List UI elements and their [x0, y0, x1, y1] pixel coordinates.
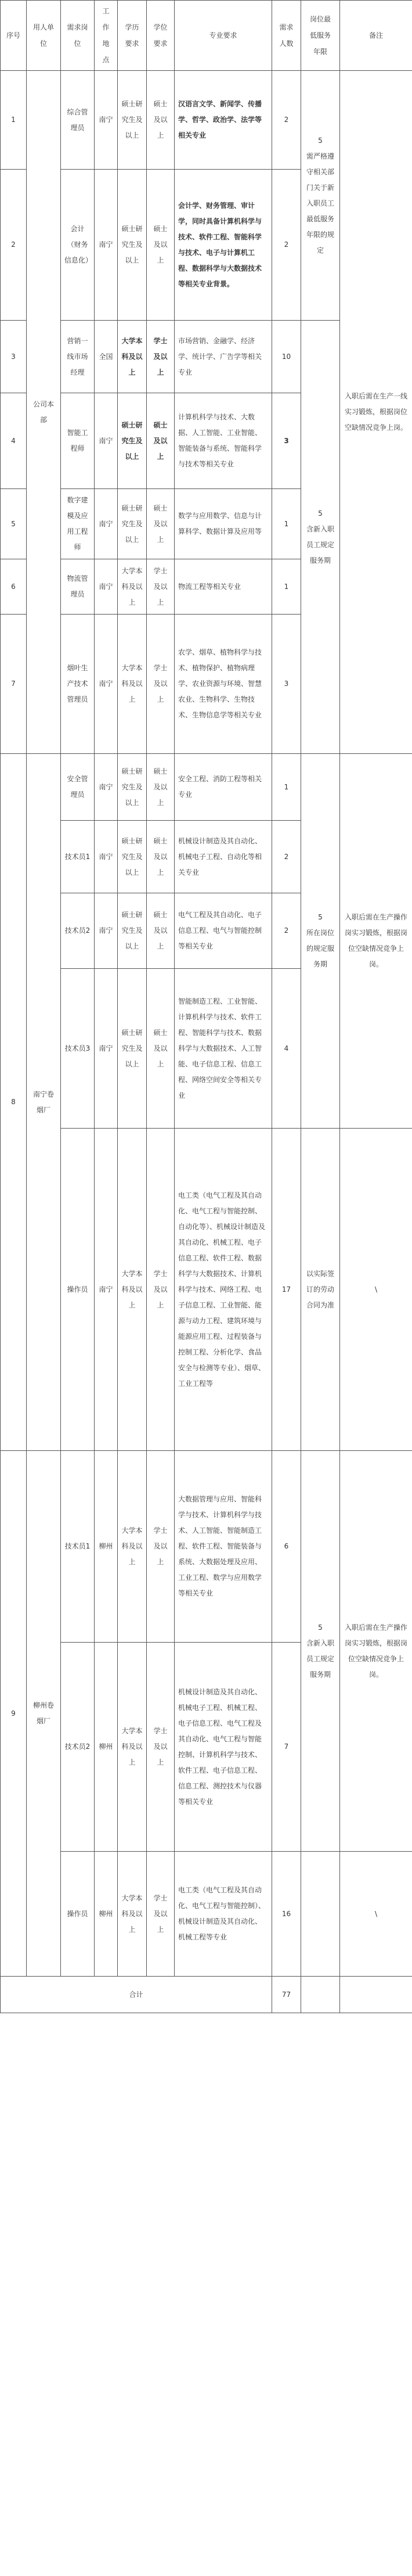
- col-header-post: 需求岗位: [61, 1, 95, 71]
- cell-location: 南宁: [95, 969, 118, 1129]
- cell-location: 南宁: [95, 170, 118, 321]
- cell-count: 6: [272, 1451, 301, 1643]
- service-years-value: 5: [318, 1623, 323, 1632]
- cell-degree: 硕士及以上: [147, 821, 175, 893]
- cell-location: 南宁: [95, 893, 118, 969]
- cell-post: 技术员1: [61, 821, 95, 893]
- cell-remarks: 入职后需在生产一线实习锻炼，根据岗位空缺情况竞争上岗。: [340, 71, 412, 754]
- cell-service-years: [301, 71, 340, 321]
- cell-count: 16: [272, 1852, 301, 1977]
- cell-seq: 9: [1, 1451, 27, 1977]
- cell-education: 硕士研究生及以上: [118, 893, 147, 969]
- table-row: [1, 1451, 412, 1643]
- service-years-value: 5: [318, 136, 323, 145]
- col-header-education: 学历要求: [118, 1, 147, 71]
- cell-major: 市场营销、金融学、经济学、统计学、广告学等相关专业: [175, 321, 272, 393]
- cell-seq: 1: [1, 71, 27, 170]
- service-years-value: 5: [318, 509, 323, 518]
- cell-count: 4: [272, 969, 301, 1129]
- cell-service-years: 以实际签订的劳动合同为准: [301, 1129, 340, 1451]
- cell-location: 南宁: [95, 559, 118, 615]
- cell-location: 南宁: [95, 615, 118, 754]
- cell-seq: 6: [1, 559, 27, 615]
- cell-service-years: [301, 321, 340, 754]
- table-row: [1, 1129, 412, 1451]
- cell-degree: 学士及以上: [147, 1129, 175, 1451]
- cell-education: 硕士研究生及以上: [118, 821, 147, 893]
- cell-major: 大数据管理与应用、智能科学与技术、计算机科学与技术、人工智能、智能制造工程、软件工程、智能装备与系统、大数据处理及应用、工业工程、数学与应用数学等相关专业: [175, 1451, 272, 1643]
- cell-seq: 8: [1, 754, 27, 1451]
- cell-service-years: [301, 754, 340, 1129]
- cell-education: 大学本科及以上: [118, 1852, 147, 1977]
- cell-post: 营销一线市场经理: [61, 321, 95, 393]
- cell-degree: 学士及以上: [147, 559, 175, 615]
- cell-degree: 学士及以上: [147, 1643, 175, 1852]
- service-years-text: 含新入职员工规定服务期: [306, 1639, 334, 1679]
- cell-major: 农学、烟草、植物科学与技术、植物保护、植物病理学、农业资源与环境、智慧农业、生物科学、生物技术、生物信息学等相关专业: [175, 615, 272, 754]
- cell-major: 会计学、财务管理、审计学，同时具备计算机科学与技术、软件工程、智能科学与技术、电子与计算机工程、数据科学与大数据技术等相关专业背景。: [175, 170, 272, 321]
- cell-major: 智能制造工程、工业智能、计算机科学与技术、软件工程、智能科学与技术、数据科学与大数据技术、人工智能、电子信息工程、信息工程、网络空间安全等相关专业: [175, 969, 272, 1129]
- cell-post: 智能工程师: [61, 393, 95, 489]
- cell-location: 南宁: [95, 821, 118, 893]
- cell-location: 全国: [95, 321, 118, 393]
- cell-seq: 3: [1, 321, 27, 393]
- col-header-seq: 序号: [1, 1, 27, 71]
- table-row: [1, 71, 412, 170]
- total-empty-service: [301, 1977, 340, 2013]
- col-header-count: 需求人数: [272, 1, 301, 71]
- cell-post: 物流管理员: [61, 559, 95, 615]
- cell-remarks: 入职后需在生产操作岗实习锻炼，根据岗位空缺情况竞争上岗。: [340, 754, 412, 1129]
- col-header-service-years: 岗位最低服务年限: [301, 1, 340, 71]
- table-row: [1, 1852, 412, 1977]
- cell-count: 3: [272, 393, 301, 489]
- cell-location: 南宁: [95, 489, 118, 559]
- col-header-remarks: 备注: [340, 1, 412, 71]
- cell-location: 南宁: [95, 71, 118, 170]
- cell-post: 技术员2: [61, 1643, 95, 1852]
- cell-major: 数学与应用数学、信息与计算科学、数据计算及应用等: [175, 489, 272, 559]
- cell-education: 硕士研究生及以上: [118, 754, 147, 821]
- cell-education: 硕士研究生及以上: [118, 393, 147, 489]
- total-empty-remarks: [340, 1977, 412, 2013]
- cell-seq: 2: [1, 170, 27, 321]
- cell-post: 数字建模及应用工程师: [61, 489, 95, 559]
- cell-unit: 南宁卷烟厂: [27, 754, 61, 1451]
- cell-seq: 5: [1, 489, 27, 559]
- cell-post: 技术员1: [61, 1451, 95, 1643]
- cell-major: 电工类（电气工程及其自动化、电气工程与智能控制）、机械设计制造及其自动化、机械工程等专业: [175, 1852, 272, 1977]
- cell-major: 汉语言文学、新闻学、传播学、哲学、政治学、法学等相关专业: [175, 71, 272, 170]
- service-years-text: 需严格遵守相关部门关于新入职员工最低服务年限的规定: [306, 152, 334, 254]
- cell-major: 电气工程及其自动化、电子信息工程、电气与智能控制等相关专业: [175, 893, 272, 969]
- cell-post: 综合管理员: [61, 71, 95, 170]
- cell-degree: 学士及以上: [147, 1451, 175, 1643]
- cell-post: 烟叶生产技术管理员: [61, 615, 95, 754]
- cell-major: 计算机科学与技术、大数据、人工智能、工业智能、智能装备与系统、智能科学与技术等相关专业: [175, 393, 272, 489]
- cell-major: 安全工程、消防工程等相关专业: [175, 754, 272, 821]
- cell-count: 1: [272, 489, 301, 559]
- cell-education: 大学本科及以上: [118, 1129, 147, 1451]
- col-header-degree: 学位要求: [147, 1, 175, 71]
- cell-location: 柳州: [95, 1643, 118, 1852]
- cell-post: 技术员2: [61, 893, 95, 969]
- cell-education: 大学本科及以上: [118, 559, 147, 615]
- cell-major: 机械设计制造及其自动化、机械电子工程、机械工程、电子信息工程、电气工程及其自动化、电气工程与智能控制、计算机科学与技术、软件工程、电子信息工程、信息工程、测控技术与仪器等相关专业: [175, 1643, 272, 1852]
- cell-education: 大学本科及以上: [118, 615, 147, 754]
- cell-service-years: [301, 1852, 340, 1977]
- cell-count: 10: [272, 321, 301, 393]
- table-row: [1, 754, 412, 821]
- col-header-major: 专业要求: [175, 1, 272, 71]
- cell-post: 操作员: [61, 1129, 95, 1451]
- cell-degree: 学士及以上: [147, 321, 175, 393]
- cell-education: 硕士研究生及以上: [118, 969, 147, 1129]
- cell-degree: 硕士及以上: [147, 170, 175, 321]
- cell-seq: 7: [1, 615, 27, 754]
- cell-location: 南宁: [95, 393, 118, 489]
- cell-post: 安全管理员: [61, 754, 95, 821]
- cell-degree: 硕士及以上: [147, 71, 175, 170]
- cell-count: 7: [272, 1643, 301, 1852]
- cell-remarks: \: [340, 1129, 412, 1451]
- cell-location: 南宁: [95, 1129, 118, 1451]
- cell-count: 1: [272, 559, 301, 615]
- service-years-text: 所在岗位的规定服务期: [306, 929, 334, 968]
- cell-unit: 柳州卷烟厂: [27, 1451, 61, 1977]
- cell-location: 柳州: [95, 1451, 118, 1643]
- cell-education: 大学本科及以上: [118, 1643, 147, 1852]
- cell-seq: 4: [1, 393, 27, 489]
- cell-post: 操作员: [61, 1852, 95, 1977]
- cell-degree: 硕士及以上: [147, 489, 175, 559]
- cell-service-years: [301, 1451, 340, 1852]
- service-years-text: 含新入职员工规定服务期: [306, 524, 334, 565]
- cell-count: 3: [272, 615, 301, 754]
- cell-count: 2: [272, 71, 301, 170]
- cell-post: 会计（财务信息化）: [61, 170, 95, 321]
- cell-degree: 硕士及以上: [147, 393, 175, 489]
- total-count: 77: [272, 1977, 301, 2013]
- cell-unit: 公司本部: [27, 71, 61, 754]
- cell-degree: 硕士及以上: [147, 754, 175, 821]
- cell-count: 2: [272, 821, 301, 893]
- cell-count: 17: [272, 1129, 301, 1451]
- cell-count: 2: [272, 893, 301, 969]
- total-row: [1, 1977, 412, 2013]
- col-header-location: 工作地点: [95, 1, 118, 71]
- cell-remarks: \: [340, 1852, 412, 1977]
- cell-education: 硕士研究生及以上: [118, 489, 147, 559]
- total-label: 合计: [1, 1977, 272, 2013]
- cell-major: 电工类（电气工程及其自动化、电气工程与智能控制、自动化等）、机械设计制造及其自动化、机械工程、电子信息工程、软件工程、数据科学与大数据技术、计算机科学与技术、网络工程、电子信息工程、工业智能、能源与动力工程、建筑环境与能源应用工程、过程装备与控制工程、分析化学、食品安全与检测等专业）、烟草、工业工程等: [175, 1129, 272, 1451]
- cell-remarks: 入职后需在生产操作岗实习锻炼，根据岗位空缺情况竞争上岗。: [340, 1451, 412, 1852]
- cell-degree: 硕士及以上: [147, 969, 175, 1129]
- cell-education: 大学本科及以上: [118, 321, 147, 393]
- cell-location: 南宁: [95, 754, 118, 821]
- cell-major: 物流工程等相关专业: [175, 559, 272, 615]
- cell-education: 硕士研究生及以上: [118, 170, 147, 321]
- cell-count: 2: [272, 170, 301, 321]
- service-years-value: 5: [318, 913, 323, 921]
- cell-post: 技术员3: [61, 969, 95, 1129]
- col-header-unit: 用人单位: [27, 1, 61, 71]
- cell-education: 硕士研究生及以上: [118, 71, 147, 170]
- header-row: [1, 1, 412, 71]
- cell-degree: 学士及以上: [147, 615, 175, 754]
- cell-degree: 硕士及以上: [147, 893, 175, 969]
- cell-count: 1: [272, 754, 301, 821]
- cell-degree: 学士及以上: [147, 1852, 175, 1977]
- cell-major: 机械设计制造及其自动化、机械电子工程、自动化等相关专业: [175, 821, 272, 893]
- cell-education: 大学本科及以上: [118, 1451, 147, 1643]
- cell-location: 柳州: [95, 1852, 118, 1977]
